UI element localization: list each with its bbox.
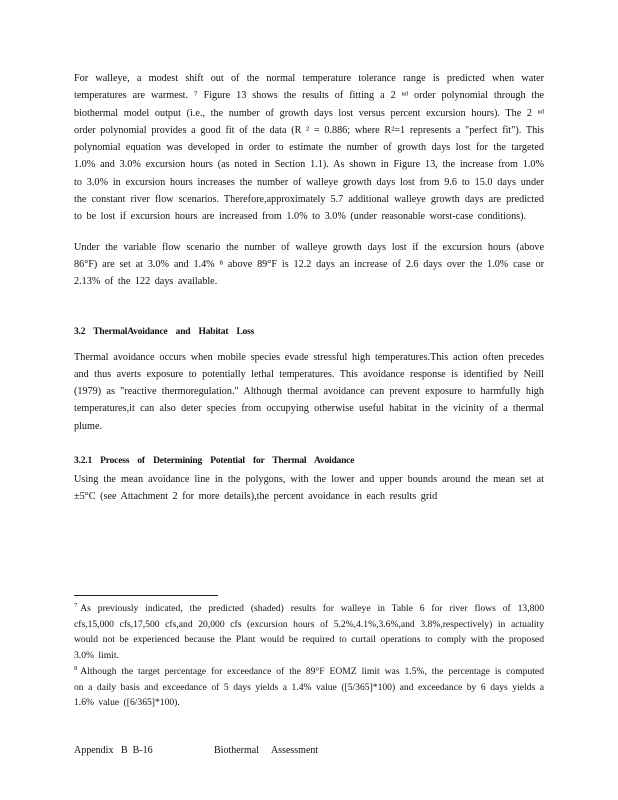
paragraph-variable-flow: Under the variable flow scenario the number of walleye growth days lost if the excursion hours (above 86°F) are set at 3.0% and 1.4% ⁸ above 89°F is 12.2 days an increase of 2.6 days over the 1.0% case or 2.13% of the 122 days available. — [74, 241, 544, 288]
paragraph-thermal-avoidance: Thermal avoidance occurs when mobile species evade stressful high temperatures.This action often precedes and thus averts exposure to potentially lethal temperatures. This avoidance response is identified by Neill (1979) as "reactive thermoregulation." Although thermal avoidance can prevent exposure to harmfully high temperatures,it can also deter species from occupying otherwise useful habitat in the vicinity of a thermal plume. — [74, 351, 544, 432]
footnotes — [74, 601, 544, 711]
footer-document-title: Biothermal Assessment — [214, 745, 319, 756]
footnote-7-text: As previously indicated, the predicted (shaded) results for walleye in Table 6 for river flows of 13,800 cfs,15,000 cfs,17,500 cfs,and 20,000 cfs (excursion hours of 5.2%,4.1%,3.6%,and 3.8%,respectively) in actuality would not be experienced because the Plant would be required to curtail operations to comply with the proposed 3.0% limit. — [74, 603, 544, 662]
section-heading-3-2: 3.2 ThermalAvoidance and Habitat Loss — [74, 326, 255, 337]
paragraph-avoidance-process: Using the mean avoidance line in the polygons, with the lower and upper bounds around the mean set at ±5°C (see Attachment 2 for more details),the percent avoidance in each results grid — [74, 474, 544, 503]
section-heading-3-2-1: 3.2.1 Process of Determining Potential for Thermal Avoidance — [74, 456, 355, 467]
main-text — [74, 70, 544, 506]
footnote-7 — [74, 601, 544, 664]
footnote-8-marker: 8 — [74, 664, 78, 672]
footnote-divider — [74, 595, 218, 596]
footnote-8-text: Although the target percentage for exceedance of the 89°F EOMZ limit was 1.5%, the percentage is computed on a daily basis and exceedance of 5 days yields a 1.4% value ([5/365]*100) and exceedance by 6 days yields a 1.6% value ([6/365]*100). — [74, 665, 544, 709]
footer-page-label: Appendix B B-16 — [74, 745, 153, 756]
page-footer — [74, 745, 318, 756]
footnote-8 — [74, 664, 544, 711]
footnote-7-marker: 7 — [74, 601, 78, 609]
paragraph-walleye-growth-days: For walleye, a modest shift out of the normal temperature tolerance range is predicted when water temperatures are warmest. ⁷ Figure 13 shows the results of fitting a 2 ⁿᵈ order polynomial through the biothermal model output (i.e., the number of growth days lost versus percent excursion hours). The 2 ⁿᵈ order polynomial provides a good fit of the data (R ² = 0.886; where R²=1 represents a "perfect fit"). This polynomial equation was developed in order to estimate the number of growth days lost for the targeted 1.0% and 3.0% excursion hours (as noted in Section 1.1). As shown in Figure 13, the increase from 1.0% to 3.0% in excursion hours increases the number of walleye growth days lost from 9.6 to 15.0 days under the constant river flow scenarios. Therefore,approximately 5.7 additional walleye growth days are predicted to be lost if excursion hours are increased from 1.0% to 3.0% (under reasonable worst-case conditions). — [74, 73, 544, 223]
